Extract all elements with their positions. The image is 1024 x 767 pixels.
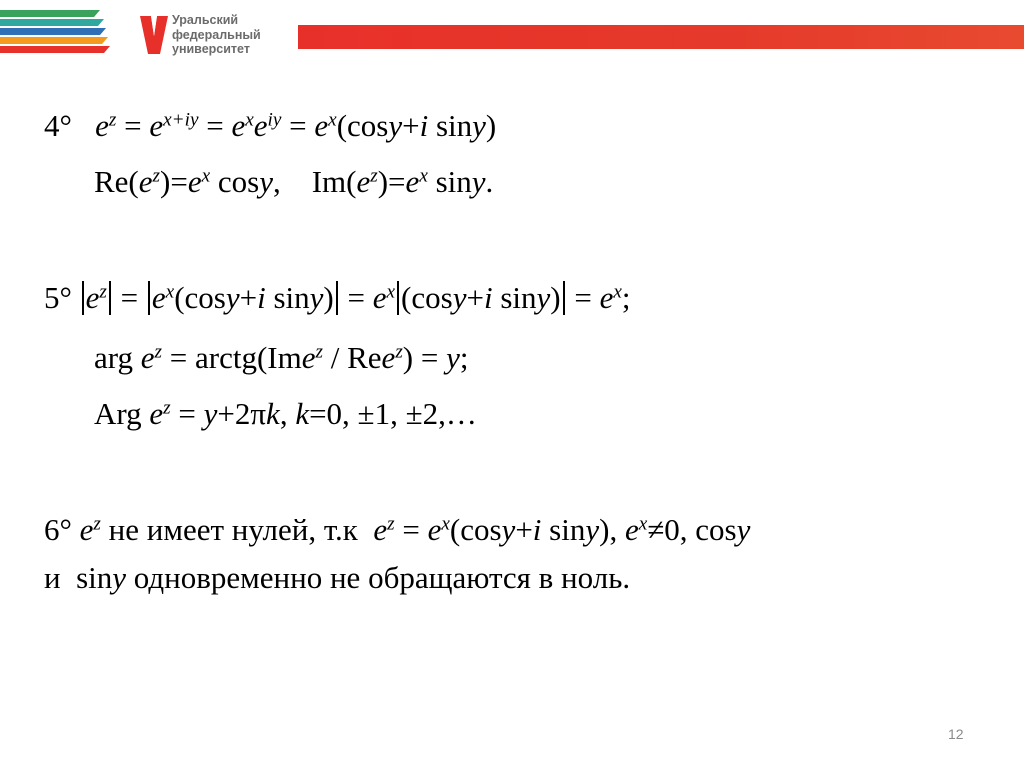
formula-5-line-2: arg $e^z$ = arctg(Ime$^z$ / Ree$^z$) = y; [94,340,469,375]
logo-line-1: Уральский [172,13,239,27]
page-number: 12 [948,726,964,742]
formula-5-line-3: Arg $e^z = y+2\pi k$, k=0, ±1, ±2,… [94,396,477,431]
university-stripes-graphic [0,0,120,62]
formula-5-line-1: 5° $e^z = e^x(\cos y+i$ $\sin y) = e^x$ (cosy+i $\sin y) = e^x$; [44,280,631,315]
item-number-6: 6° [44,512,72,547]
item-6-text-2: и [44,560,61,595]
item-6-text-1: не имеет нулей, т.к [108,512,358,547]
formula-4-line-2: $Re(e^z)=e^x$ cosy, $Im(e^z)=e^x$ siny. [94,164,494,199]
item-number-4: 4° [44,108,72,143]
item-6-text-3: одновременно не обращаются в ноль. [133,560,631,595]
formula-4-line-1: 4° $e^z = e^{x+iy} = e^xe^{iy} = e^x(\cos y+i$ siny) [44,108,497,143]
logo-line-2: федеральный [172,27,261,42]
urfu-logo-icon [138,14,170,56]
header [0,0,1024,62]
header-red-bar [298,25,1024,49]
university-name [172,13,261,57]
formula-6-line-2: и siny одновременно не обращаются в ноль. [44,560,631,595]
formula-6-line-1: 6° $e^z$ не имеет нулей, т.к $e^z = e^x(\cos y+i$ siny), $e^x\ne 0$, cosy [44,512,751,547]
logo-line-3: университет [172,42,250,56]
item-number-5: 5° [44,280,72,315]
